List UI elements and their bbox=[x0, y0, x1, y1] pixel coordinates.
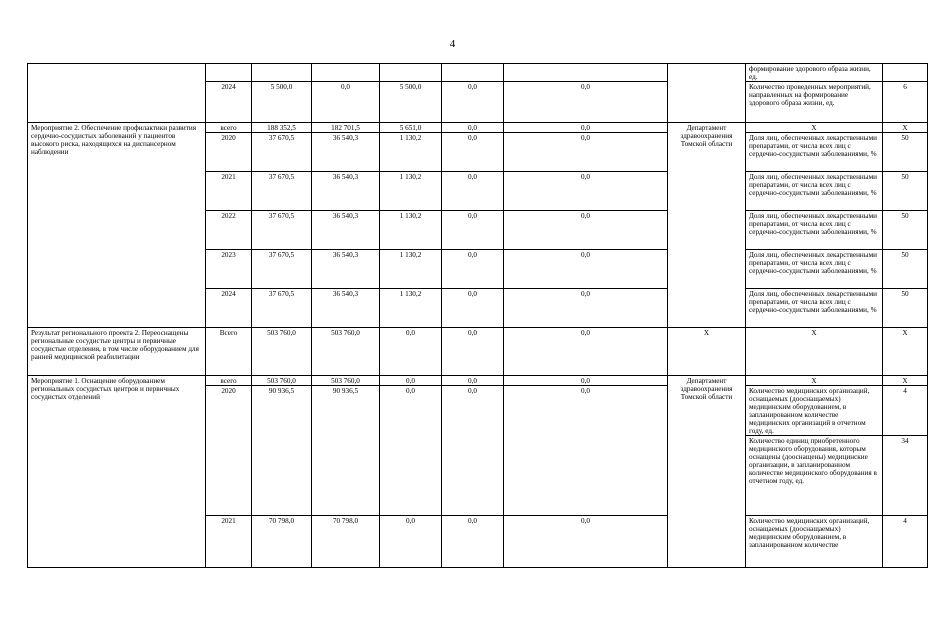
activity-name: Мероприятие 1. Оснащение оборудованием региональных сосудистых центров и первичных сосудистых отделений bbox=[28, 376, 206, 568]
table-row: Результат регионального проекта 2. Переоснащены региональные сосудистые центры и первичные сосудистые отделения, в том числе оборудованием для ранней медицинской реабилитации Всего 503 760,0 503 760,0 0,0 0,0 0,0 Х Х Х bbox=[28, 328, 928, 376]
other-cell: 0,0 bbox=[504, 82, 668, 123]
regional-cell: 5 500,0 bbox=[380, 82, 442, 123]
table-row: 2023 37 670,5 36 540,3 1 130,2 0,0 0,0 Доля лиц, обеспеченных лекарственными препаратами, от числа всех лиц с сердечно-сосудистыми заболеваниями, % 50 bbox=[28, 250, 928, 289]
department-cell: Департамент здравоохранения Томской области bbox=[668, 123, 746, 328]
department-cell: Департамент здравоохранения Томской области bbox=[668, 376, 746, 568]
page-number: 4 bbox=[449, 38, 456, 50]
table-row: 2020 37 670,5 36 540,3 1 130,2 0,0 0,0 Доля лиц, обеспеченных лекарственными препаратами, от числа всех лиц с сердечно-сосудистыми заболеваниями, % 50 bbox=[28, 133, 928, 172]
indicator-cell: Количество проведенных мероприятий, направленных на формирование здорового образа жизни, ед. bbox=[746, 82, 883, 123]
table-row: 2020 90 936,5 90 936,5 0,0 0,0 0,0 Количество медицинских организаций, оснащаемых (дооснащаемых) медицинским оборудованием, в запланированном количестве медицинских организаций в отчетном году, ед. 4 bbox=[28, 386, 928, 436]
table-row: 2024 37 670,5 36 540,3 1 130,2 0,0 0,0 Доля лиц, обеспеченных лекарственными препаратами, от числа всех лиц с сердечно-сосудистыми заболеваниями, % 50 bbox=[28, 289, 928, 328]
value-cell: 6 bbox=[883, 82, 928, 123]
table-row: 2021 37 670,5 36 540,3 1 130,2 0,0 0,0 Доля лиц, обеспеченных лекарственными препаратами, от числа всех лиц с сердечно-сосудистыми заболеваниями, % 50 bbox=[28, 172, 928, 211]
year-cell: 2024 bbox=[206, 82, 252, 123]
table-row: Мероприятие 1. Оснащение оборудованием региональных сосудистых центров и первичных сосудистых отделений всего 503 760,0 503 760,0 0,0 0,0 0,0 Департамент здравоохранения Томской области Х Х bbox=[28, 376, 928, 386]
local-cell: 0,0 bbox=[442, 82, 504, 123]
result-name: Результат регионального проекта 2. Переоснащены региональные сосудистые центры и первичные сосудистые отделения, в том числе оборудованием для ранней медицинской реабилитации bbox=[28, 328, 206, 376]
federal-cell: 0,0 bbox=[312, 82, 380, 123]
table-row: Количество единиц приобретенного медицинского оборудования, которым оснащены (дооснащены) медицинские организации, в запланированном количестве медицинского оборудования в отчетном году, ед. 34 bbox=[28, 436, 928, 516]
program-table bbox=[27, 63, 928, 568]
activity-name: Мероприятие 2. Обеспечение профилактики развития сердечно-сосудистых заболеваний у пациентов высокого риска, находящихся на диспансерном наблюдении bbox=[28, 123, 206, 328]
table-row: 2022 37 670,5 36 540,3 1 130,2 0,0 0,0 Доля лиц, обеспеченных лекарственными препаратами, от числа всех лиц с сердечно-сосудистыми заболеваниями, % 50 bbox=[28, 211, 928, 250]
table-row bbox=[28, 64, 928, 82]
table-row: Мероприятие 2. Обеспечение профилактики развития сердечно-сосудистых заболеваний у пациентов высокого риска, находящихся на диспансерном наблюдении всего 188 352,5 182 701,5 5 651,0 0,0 0,0 Департамент здравоохранения Томской области Х Х bbox=[28, 123, 928, 133]
table-row: 2021 70 798,0 70 798,0 0,0 0,0 0,0 Количество медицинских организаций, оснащаемых (дооснащаемых) медицинским оборудованием, в запланированном количестве 4 bbox=[28, 516, 928, 568]
total-cell: 5 500,0 bbox=[252, 82, 312, 123]
indicator-cell: формирование здорового образа жизни, ед. bbox=[746, 64, 883, 82]
